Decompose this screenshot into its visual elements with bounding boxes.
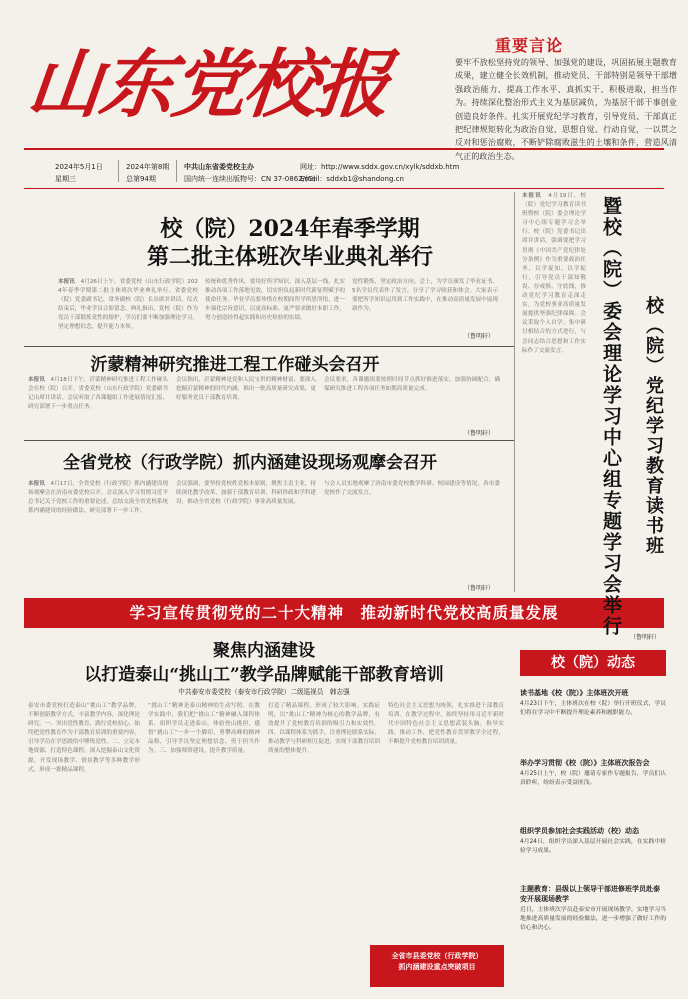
article1-col1: 本报讯 4月26日上午，省委党校（山东行政学院）2024年春季学期第二批主体班次毕业典礼举行。省委党校（院）党委副书记、常务副校（院）长出席并讲话。仪式结束后，毕业学员合影留念。典礼指出，党校（院）作为党员干部锻炼党性的熔炉，学员们要不断加强理论学习，坚定理想信念，提升能力本领。 <box>58 279 198 331</box>
article1-headline-1: 校（院）2024年春季学期 <box>160 216 420 242</box>
important-quote-title: 重要言论 <box>495 36 564 55</box>
issue-number: 2024年第8期 <box>126 163 170 171</box>
dynamics-item[interactable]: 举办学习贯彻《校（院）》主体班次报告会 4月25日上午，校（院）邀请专家作专题报告，学员们认真聆听，纷纷表示受益匪浅。 <box>520 759 666 787</box>
article2-headline: 沂蒙精神研究推进工程工作碰头会召开 <box>90 355 380 375</box>
website[interactable]: 网址：http://www.sddx.gov.cn/xylk/sddxb.htm <box>300 163 460 171</box>
dynamics-title: 校（院）动态 <box>520 650 666 676</box>
article2-col1: 本报讯 4月18日下午，沂蒙精神研究推进工程工作碰头会在校（院）召开。省委党校（山东行政学院）党委副书记出席并讲话。会议听取了各课题组工作进展情况汇报，研究部署下一步重点任务。 <box>28 377 168 411</box>
article3-headline: 全省党校（行政学院）抓内涵建设现场观摩会召开 <box>63 453 437 473</box>
article1-headline-2: 第二批主体班次毕业典礼举行 <box>146 244 433 270</box>
section-divider <box>24 346 514 347</box>
article4-col2: “挑山工”精神是泰山精神的生动写照。在教学实践中，我们把“挑山工”精神融入课程体系，组织学员走进泰山，体验登山挑担，感悟“挑山工”一步一个脚印、勇攀高峰的精神品格，引导学员坚定理想信念、勇于担当作为。三、加强师资建设，提升教学质量。 <box>148 703 260 755</box>
article1-lead: 本报讯 <box>58 279 75 285</box>
teaser-box[interactable] <box>370 945 504 987</box>
article2-col2: 会议指出，沂蒙精神是党和人民宝贵的精神财富，要深入挖掘沂蒙精神的时代内涵，推出一批高质量研究成果，更好服务党员干部教育培训。 <box>176 377 316 402</box>
article1-byline: （鲁明轩） <box>464 333 495 340</box>
article2-byline: （鲁明轩） <box>464 430 495 437</box>
sidebar-headline-1: 暨校（院）委会理论学习中心组专题学习会举行 <box>600 196 622 637</box>
issue-date: 2024年5月1日 <box>55 163 103 171</box>
article4-byline: 中共泰安市委党校（泰安市行政学院）二级巡视员 韩志强 <box>178 688 350 696</box>
article4-col4: 特色社会主义思想为统领，扎实推进干部教育培训。在教学过程中，始终坚持用习近平新时代中国特色社会主义思想武装头脑，指导实践、推动工作，把党性教育贯穿教学全过程，不断提升党校教育培训质量。 <box>388 703 504 746</box>
sidebar-article-body: 本报讯 4月19日，校（院）党纪学习教育读书班暨校（院）委会理论学习中心组专题学习会举行。校（院）党委书记出席并讲话，强调要把学习贯彻《中国共产党纪律处分条例》作为重要政治任务，以学促知、以学促行，引导党员干部知敬畏、存戒惧、守底线，推动党纪学习教育走深走实，为党校事业高质量发展提供坚强纪律保障。会议采取个人自学、集中研讨相结合的方式进行，与会同志结合思想和工作实际作了交流发言。 <box>522 193 586 354</box>
sidebar-headline-2: 校（院）党纪学习教育读书班 <box>643 296 664 556</box>
info-divider <box>176 160 177 182</box>
teaser-line-1: 全省市县委党校（行政学院） <box>391 952 483 960</box>
article3-byline: （鲁明轩） <box>464 585 495 592</box>
theme-banner: 学习宣传贯彻党的二十大精神 推动新时代党校高质量发展 <box>24 598 664 628</box>
dynamics-item[interactable]: 组织学员参加社会实践活动（校）动态 4月24日，组织学员深入基层开展社会实践，在实践中检验学习成果。 <box>520 827 666 855</box>
email[interactable]: Email：sddxb1@shandong.cn <box>300 175 404 183</box>
info-divider <box>118 160 119 182</box>
header-rule <box>24 188 664 189</box>
article4-col1: 泰安市委党校打造泰山“挑山工”教学品牌，不断创新教学方式，丰富教学内容，深化理论研究。一、突出党性教育，践行党校初心。始终把党性教育作为干部教育培训的重要内容，引导学员在学思践悟中锤炼党性。二、立足本地资源，打造特色课程。深入挖掘泰山文化资源，开发现场教学、情景教学等多种教学形式，形成一批精品课程。 <box>28 703 140 773</box>
sidebar-divider <box>514 192 515 592</box>
article3-col3: 与会人员实地观摩了济南市委党校教学科研、校园建设等情况，各市委党校作了交流发言。 <box>324 481 500 497</box>
cn-number: 国内统一连续出版物号：CN 37-0862/(G) <box>184 175 316 183</box>
article1-col3: 党性锻炼，坚定政治方向。会上，为学员颁发了毕业证书。5名学员代表作了发言，分享了学习收获和体会。大家表示要把所学知识运用到工作实践中，在推动高质量发展中展现新作为。 <box>352 279 498 313</box>
article3-col2: 会议强调，要坚持党校姓党根本原则，聚焦主责主业，持续深化教学改革，加强干部教育培训、科研咨政和学科建设，推动全省党校（行政学院）事业高质量发展。 <box>176 481 316 506</box>
article3-col1: 本报讯 4月17日，全省党校（行政学院）抓内涵建设现场观摩会在济南市委党校召开。会议深入学习贯彻习近平总书记关于党校工作的重要论述，总结交流全省党校系统抓内涵建设的经验做法，研究部署下一步工作。 <box>28 481 168 515</box>
dynamics-item[interactable]: 读书基地《校（院）》主体班次开班 4月23日下午，主体班次在校（院）举行开班仪式，学员们将在学习中不断提升理论素养和履职能力。 <box>520 689 666 717</box>
sidebar-byline: （鲁明轩） <box>630 634 661 641</box>
article4-headline-1: 聚焦内涵建设 <box>213 641 315 661</box>
article1-col2: 传统和优秀作风。要用好所学知识，深入基层一线，扎实推动各项工作落地见效，切实担负起新时代新征程赋予的使命任务。毕业学员要珍惜在校期间所学所思所悟，进一步强化宗旨意识，以更高标准、更严要求做好本职工作，努力创造经得起实践和历史检验的实绩。 <box>205 279 345 322</box>
masthead-title: 山东党校报 <box>23 42 393 128</box>
article2-col3: 会议要求，各课题组要按照时间节点抓好推进落实，加强协调配合，确保研究推进工程各项任务如期高质量完成。 <box>324 377 500 393</box>
teaser-line-2: 抓内涵建设重点突破项目 <box>398 963 476 971</box>
issue-weekday: 星期三 <box>55 175 76 183</box>
dynamics-item[interactable]: 主题教育：县级以上领导干部进修班学员赴泰安开展现场教学 近日，主体班次学员赴泰安市开展现场教学，实地学习当地推进高质量发展的经验做法，进一步增强了做好工作的信心和决心。 <box>520 885 666 932</box>
important-quote-body: 要牢不放松坚持党的领导、加强党的建设，巩固拓展主题教育成果，建立健全长效机制，推动党员、干部特别是领导干部增强政治能力、提高工作水平、真抓实干、积极进取，担当作为。持续深化整治形式主义为基层减负，为基层干部干事创业创造良好条件。扎实开展党纪学习教育，引导党员、干部真正把纪律规矩转化为政治自觉、思想自觉、行动自觉，一以贯之反对和惩治腐败，不断铲除腐败滋生的土壤和条件，营造风清气正的政治生态。 <box>455 57 677 161</box>
section-divider <box>24 440 514 441</box>
article4-headline-2: 以打造泰山“挑山工”教学品牌赋能干部教育培训 <box>84 665 444 685</box>
sponsor: 中共山东省委党校主办 <box>184 163 254 171</box>
article4-col3: 打造了精品课程，形成了较大影响。实践证明，以“挑山工”精神为核心的教学品牌，有效提升了党校教育培训的吸引力和实效性。四、以课程体系为抓手，注重理论联系实际，推动教学与科研相互促进，实现干部教育培训质量的整体提升。 <box>268 703 380 755</box>
issue-total: 总第94期 <box>126 175 156 183</box>
masthead-divider <box>24 148 664 150</box>
